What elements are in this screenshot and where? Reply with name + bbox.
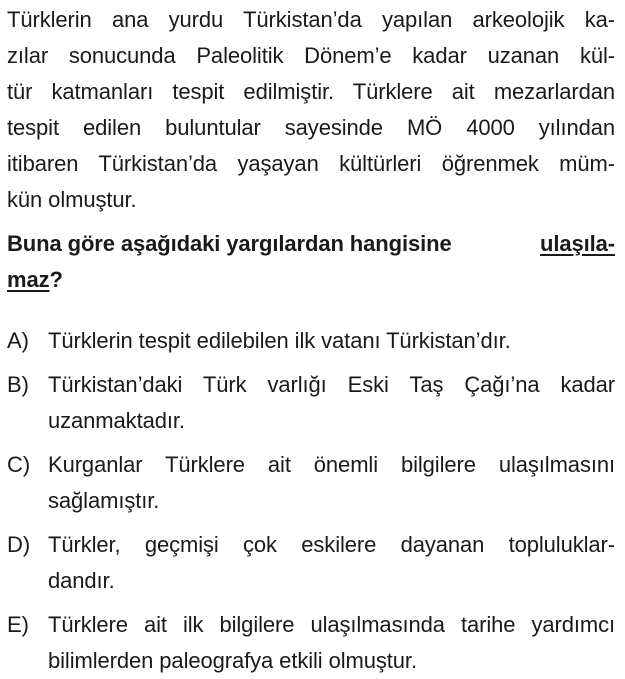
option-text: dandır. xyxy=(48,568,115,593)
option-letter: B) xyxy=(7,372,29,397)
option-letter: E) xyxy=(7,612,29,637)
passage-line: zılar sonucunda Paleolitik Dönem’e kadar uzanan kül- xyxy=(7,43,615,68)
option-text: Türklere ait ilk bilgilere ulaşılmasında tarihe yardımcı xyxy=(48,612,615,637)
question-line xyxy=(7,231,615,257)
passage-line: Türklerin ana yurdu Türkistan’da yapılan arkeolojik ka- xyxy=(7,7,615,32)
option-text: Türkler, geçmişi çok eskilere dayanan topluluklar- xyxy=(48,532,615,557)
question-underlined-part: maz xyxy=(7,267,50,292)
passage-line: kün olmuştur. xyxy=(7,187,137,212)
option-text: Türkistan’daki Türk varlığı Eski Taş Çağı’na kadar xyxy=(48,372,615,397)
passage-line: tespit edilen buluntular sayesinde MÖ 4000 yılından xyxy=(7,115,615,140)
passage-line: itibaren Türkistan’da yaşayan kültürleri öğrenmek müm- xyxy=(7,151,615,176)
option-text: Kurganlar Türklere ait önemli bilgilere ulaşılmasını xyxy=(48,452,615,477)
option-text: sağlamıştır. xyxy=(48,488,160,513)
option-letter: D) xyxy=(7,532,31,557)
option-text: Türklerin tespit edilebilen ilk vatanı Türkistan’dır. xyxy=(48,328,511,353)
question-underlined-part: ulaşıla- xyxy=(539,231,615,256)
question-line xyxy=(7,267,63,293)
question-prefix: Buna göre aşağıdaki yargılardan hangisine xyxy=(7,231,452,256)
option-letter: C) xyxy=(7,452,31,477)
option-text: bilimlerden paleografya etkili olmuştur. xyxy=(48,648,417,673)
option-text: uzanmaktadır. xyxy=(48,408,185,433)
question-suffix: ? xyxy=(49,267,63,292)
passage-line: tür katmanları tespit edilmiştir. Türklere ait mezarlardan xyxy=(7,79,615,104)
option-letter: A) xyxy=(7,328,29,353)
